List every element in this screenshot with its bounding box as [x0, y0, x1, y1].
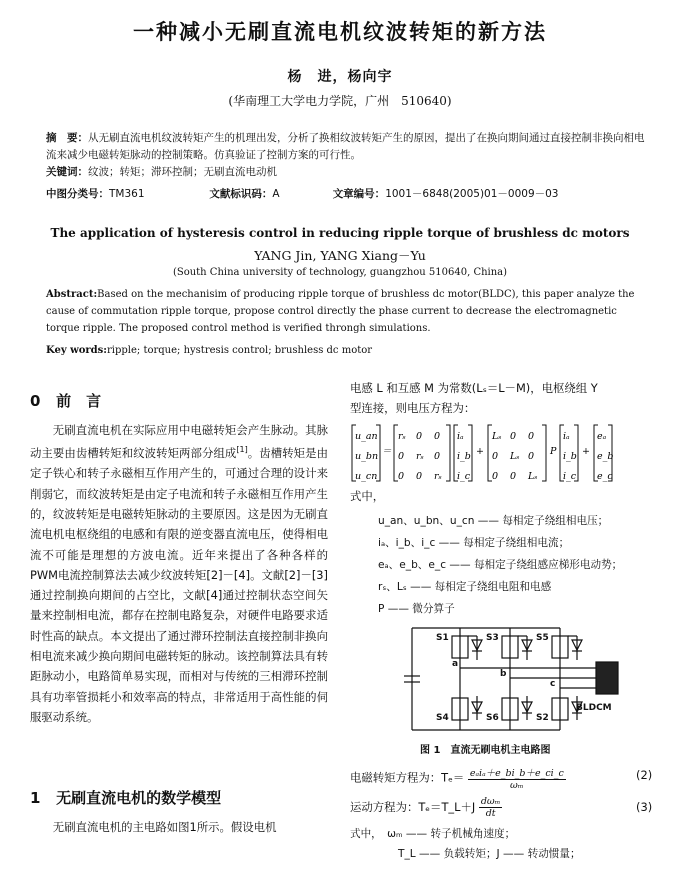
definition-voltage: u_an、u_bn、u_cn —— 每相定子绕组相电压；	[378, 515, 609, 527]
matrix-di-entry-2: i_c	[563, 471, 577, 482]
matrix-l-entry-2-2: Lₛ	[528, 471, 538, 482]
definition-operator: P —— 微分算子	[378, 603, 455, 615]
switch-s5-label: S5	[536, 633, 549, 643]
equation-2-number: (2)	[636, 768, 653, 782]
matrix-l-entry-1-0: 0	[492, 451, 499, 462]
voltage-matrix-svg	[350, 422, 670, 484]
intro-paragraph	[30, 420, 328, 727]
right-line-2: 型连接，则电压方程为：	[350, 401, 476, 415]
english-keywords-text: ripple; torque; hystresis control; brushless dc motor	[107, 345, 373, 356]
matrix-r-entry-2-1: 0	[416, 471, 423, 482]
abstract-label: 摘 要：	[46, 132, 88, 144]
intro-text-b: 。齿槽转矩是由定子铁心和转子永磁相互作用产生的，可通过合理的设计来削弱它，而纹波转矩是由定子电流和转子永磁相互作用产生的，纹波转矩是电磁转矩脉动的主要原因。这是因为无刷直流电机电枢绕组的电感和有限的逆变器直流电压，使得相电流不可能是理想的方波电流。近年来提出了各种各样的PWM电流控制算法去减少纹波转矩[2]－[4]。文献[2]－[3]通过控制换向期间的占空比，文献[4]通过控制状态空间矢量来控制相电流，都存在控制电路复杂，对硬件电路要求适时性高的缺点。本文提出了通过滞环控制法直接控制非换向相电流来减少换向期间电磁转矩的脉动。该控制算法具有转距脉动小，电路简单易实现，而相对与传统的三相滞环控制具有功率管损耗小和效率高的特点，非常适用于高性能的伺服驱动系统。	[30, 446, 328, 724]
english-title: The application of hysteresis control in reducing ripple torque of brushless dc motors	[50, 226, 630, 240]
doc-code-value: A	[272, 188, 280, 200]
matrix-r-entry-2-2: rₛ	[434, 471, 442, 482]
section-0-title: 前 言	[56, 392, 102, 410]
node-b-label: b	[500, 669, 507, 679]
matrix-l-entry-1-1: Lₛ	[510, 451, 520, 462]
matrix-i-entry-2: i_c	[457, 471, 471, 482]
matrix-r-entry-0-2: 0	[434, 431, 441, 442]
torque-eq-numerator: eₐiₐ＋e_bi_b＋e_ci_c	[468, 765, 566, 780]
figure-1-caption: 图 1 直流无刷电机主电路图	[420, 745, 551, 756]
voltage-equation	[350, 422, 670, 484]
english-affiliation: (South China university of technology, guangzhou 510640, China)	[172, 267, 508, 278]
definition-emf: eₐ、e_b、e_c —— 每相定子绕组感应梯形电动势；	[378, 559, 623, 571]
section-1-number: 1	[30, 789, 41, 807]
matrix-e-entry-1: e_b	[597, 451, 614, 462]
right-line-1: 电感 L 和互感 M 为常数(Lₛ＝L－M)，电枢绕组 Y	[350, 381, 598, 395]
clc-value: TM361	[109, 188, 145, 200]
matrix-l-entry-2-1: 0	[510, 471, 517, 482]
english-abstract	[46, 286, 640, 337]
operator-p: P	[550, 446, 557, 457]
torque-eq-label: 电磁转矩方程为：Tₑ＝	[350, 770, 465, 785]
abstract-text: 从无刷直流电机纹波转矩产生的机理出发，分析了换相纹波转矩产生的原因，提出了在换向期间通过直接控制非换向相电流来减少电磁转矩脉动的控制策略。仿真验证了控制方案的可行性。	[46, 132, 645, 161]
english-authors: YANG Jin, YANG Xiang－Yu	[254, 248, 426, 263]
motion-eq-label: 运动方程为：Tₑ＝T_L＋J	[350, 800, 476, 814]
abstract-zh	[46, 130, 646, 181]
circuit-figure	[400, 620, 620, 738]
english-keywords-label: Key words:	[46, 345, 107, 356]
matrix-u-entry-1: u_bn	[355, 451, 379, 462]
keywords-label: 关键词：	[46, 166, 88, 178]
switch-s3-label: S3	[486, 633, 499, 643]
switch-s4-label: S4	[436, 713, 449, 723]
node-a-label: a	[452, 659, 459, 669]
matrix-l-entry-1-2: 0	[528, 451, 535, 462]
matrix-l-entry-2-0: 0	[492, 471, 499, 482]
section-0-heading	[30, 390, 101, 411]
symbol-definitions	[378, 510, 678, 620]
keywords-text: 纹波；转矩；滞环控制；无刷直流电动机	[88, 166, 277, 178]
torque-eq-denominator: ωₘ	[510, 780, 524, 791]
citation-1: [1]	[236, 445, 248, 455]
matrix-di-entry-0: iₐ	[563, 431, 570, 442]
article-no-value: 1001－6848(2005)01－0009－03	[385, 188, 559, 200]
definition-angular-speed: 式中， ωₘ —— 转子机械角速度；	[350, 828, 516, 840]
motion-eq-numerator: dωₘ	[480, 796, 501, 807]
matrix-l-entry-0-2: 0	[528, 431, 535, 442]
authors: 杨 进，杨向宇	[287, 69, 393, 85]
matrix-i-entry-1: i_b	[457, 451, 471, 462]
matrix-i-entry-0: iₐ	[457, 431, 464, 442]
matrix-r-entry-0-0: rₛ	[398, 431, 406, 442]
english-abstract-text: Based on the mechanisim of producing ripple torque of brushless dc motor(BLDC), this paper analyze the cause of commutation ripple torque, propose control directly the phase current to decrease the electromagnetic torque ripple. The proposed control method is verified throngh simulations.	[46, 289, 635, 334]
switch-s2-label: S2	[536, 713, 549, 723]
right-intro	[350, 378, 670, 418]
matrix-u-entry-0: u_an	[355, 431, 378, 442]
matrix-r-entry-2-0: 0	[398, 471, 405, 482]
clc-label: 中图分类号：	[46, 188, 109, 200]
paper-title: 一种减小无刷直流电机纹波转矩的新方法	[133, 20, 547, 44]
matrix-l-entry-0-0: Lₛ	[492, 431, 502, 442]
switch-s6-label: S6	[486, 713, 499, 723]
matrix-u-entry-2: u_cn	[355, 471, 378, 482]
motion-eq-denominator: dt	[485, 808, 496, 819]
motor-label: BLDCM	[576, 703, 612, 713]
switch-s1-label: S1	[436, 633, 449, 643]
definition-current: iₐ、i_b、i_c —— 每相定子绕组相电流；	[378, 537, 570, 549]
matrix-e-entry-0: eₐ	[597, 431, 607, 442]
plus-sign-1: +	[476, 446, 484, 457]
section-0-number: 0	[30, 392, 41, 410]
plus-sign-2: +	[582, 446, 590, 457]
equals-sign: ＝	[382, 446, 392, 457]
english-keywords	[46, 345, 640, 356]
section-1-title: 无刷直流电机的数学模型	[56, 789, 222, 807]
inverter-circuit-diagram	[400, 620, 620, 738]
article-no-label: 文章编号：	[332, 188, 386, 200]
section-1-heading	[30, 787, 221, 808]
matrix-l-entry-0-1: 0	[510, 431, 517, 442]
matrix-e-entry-2: e_c	[597, 471, 613, 482]
matrix-r-entry-1-0: 0	[398, 451, 405, 462]
matrix-r-entry-0-1: 0	[416, 431, 423, 442]
english-abstract-label: Abstract:	[46, 289, 98, 300]
torque-equation	[350, 765, 566, 791]
classification-line	[46, 186, 646, 201]
matrix-r-entry-1-2: 0	[434, 451, 441, 462]
matrix-di-entry-1: i_b	[563, 451, 577, 462]
where-label: 式中，	[350, 489, 385, 503]
intro-text-a: 无刷直流电机在实际应用中电磁转矩会产生脉动。其脉动主要由齿槽转矩和纹波转矩两部分组成	[30, 423, 328, 461]
doc-code-label: 文献标识码：	[209, 188, 273, 200]
affiliation: (华南理工大学电力学院，广州 510640)	[228, 94, 452, 108]
node-c-label: c	[550, 679, 556, 689]
definition-resistance: rₛ、Lₛ —— 每相定子绕组电阻和电感	[378, 581, 552, 593]
equation-3-number: (3)	[636, 800, 653, 814]
matrix-r-entry-1-1: rₛ	[416, 451, 424, 462]
section-1-paragraph: 无刷直流电机的主电路如图1所示。假设电机	[52, 820, 277, 834]
motion-equation	[350, 796, 502, 819]
definition-load-torque: T_L —— 负载转矩；J —— 转动惯量；	[398, 848, 581, 860]
